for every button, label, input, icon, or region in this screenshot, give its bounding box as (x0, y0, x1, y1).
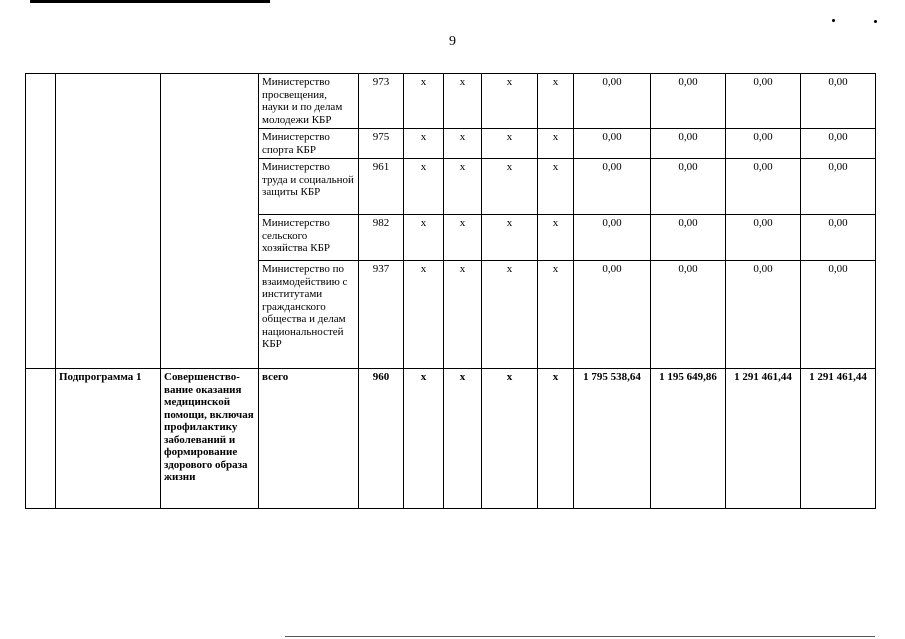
value-cell: 1 195 649,86 (651, 369, 726, 509)
x-cell: х (404, 159, 444, 215)
org-cell: Министерство труда и социальной защиты КБР (259, 159, 359, 215)
x-cell: х (482, 261, 538, 369)
x-cell: х (482, 369, 538, 509)
x-cell: х (538, 261, 574, 369)
scan-dot (874, 20, 877, 23)
org-cell: Министерство просвещения, науки и по делам молодежи КБР (259, 74, 359, 129)
bottom-edge-line (285, 636, 875, 637)
value-cell: 0,00 (801, 74, 876, 129)
value-cell: 0,00 (574, 159, 651, 215)
value-cell: 0,00 (801, 215, 876, 261)
value-cell: 0,00 (801, 261, 876, 369)
x-cell: х (404, 74, 444, 129)
code-cell: 975 (359, 129, 404, 159)
org-cell: Министерство сельского хозяйства КБР (259, 215, 359, 261)
x-cell: х (538, 369, 574, 509)
x-cell: х (444, 129, 482, 159)
value-cell: 0,00 (726, 215, 801, 261)
value-cell: 0,00 (574, 215, 651, 261)
x-cell: х (482, 215, 538, 261)
x-cell: х (444, 215, 482, 261)
x-cell: х (444, 159, 482, 215)
value-cell: 0,00 (726, 74, 801, 129)
x-cell: х (482, 159, 538, 215)
x-cell: х (444, 74, 482, 129)
scan-dot (832, 19, 835, 22)
value-cell: 0,00 (801, 159, 876, 215)
code-cell: 937 (359, 261, 404, 369)
value-cell: 0,00 (574, 261, 651, 369)
x-cell: х (538, 215, 574, 261)
x-cell: х (404, 261, 444, 369)
table-row (26, 74, 876, 129)
empty-cell (26, 369, 56, 509)
value-cell: 1 291 461,44 (726, 369, 801, 509)
x-cell: х (404, 129, 444, 159)
x-cell: х (444, 261, 482, 369)
x-cell: х (404, 369, 444, 509)
value-cell: 0,00 (574, 129, 651, 159)
value-cell: 0,00 (801, 129, 876, 159)
value-cell: 1 291 461,44 (801, 369, 876, 509)
value-cell: 0,00 (574, 74, 651, 129)
value-cell: 0,00 (651, 74, 726, 129)
x-cell: х (404, 215, 444, 261)
x-cell: х (444, 369, 482, 509)
x-cell: х (538, 129, 574, 159)
x-cell: х (482, 74, 538, 129)
org-cell: Министерство спорта КБР (259, 129, 359, 159)
value-cell: 0,00 (651, 129, 726, 159)
empty-cell (56, 74, 161, 369)
code-cell: 982 (359, 215, 404, 261)
x-cell: х (538, 159, 574, 215)
page-number: 9 (449, 34, 456, 49)
code-cell: 973 (359, 74, 404, 129)
x-cell: х (538, 74, 574, 129)
value-cell: 0,00 (726, 159, 801, 215)
value-cell: 1 795 538,64 (574, 369, 651, 509)
subprogram-row (26, 369, 876, 509)
budget-table (25, 73, 876, 509)
value-cell: 0,00 (726, 261, 801, 369)
value-cell: 0,00 (651, 215, 726, 261)
empty-cell (161, 74, 259, 369)
value-cell: 0,00 (651, 261, 726, 369)
subprogram-label: Подпрограмма 1 (56, 369, 161, 509)
code-cell: 960 (359, 369, 404, 509)
value-cell: 0,00 (726, 129, 801, 159)
value-cell: 0,00 (651, 159, 726, 215)
org-cell: всего (259, 369, 359, 509)
x-cell: х (482, 129, 538, 159)
top-edge-line (30, 0, 270, 3)
code-cell: 961 (359, 159, 404, 215)
empty-cell (26, 74, 56, 369)
subprogram-title: Совершенство-вание оказания медицинской помощи, включая профилактику заболеваний и формирование здорового образа жизни (161, 369, 259, 509)
org-cell: Министерство по взаимодействию с институтами гражданского общества и делам национальностей КБР (259, 261, 359, 369)
